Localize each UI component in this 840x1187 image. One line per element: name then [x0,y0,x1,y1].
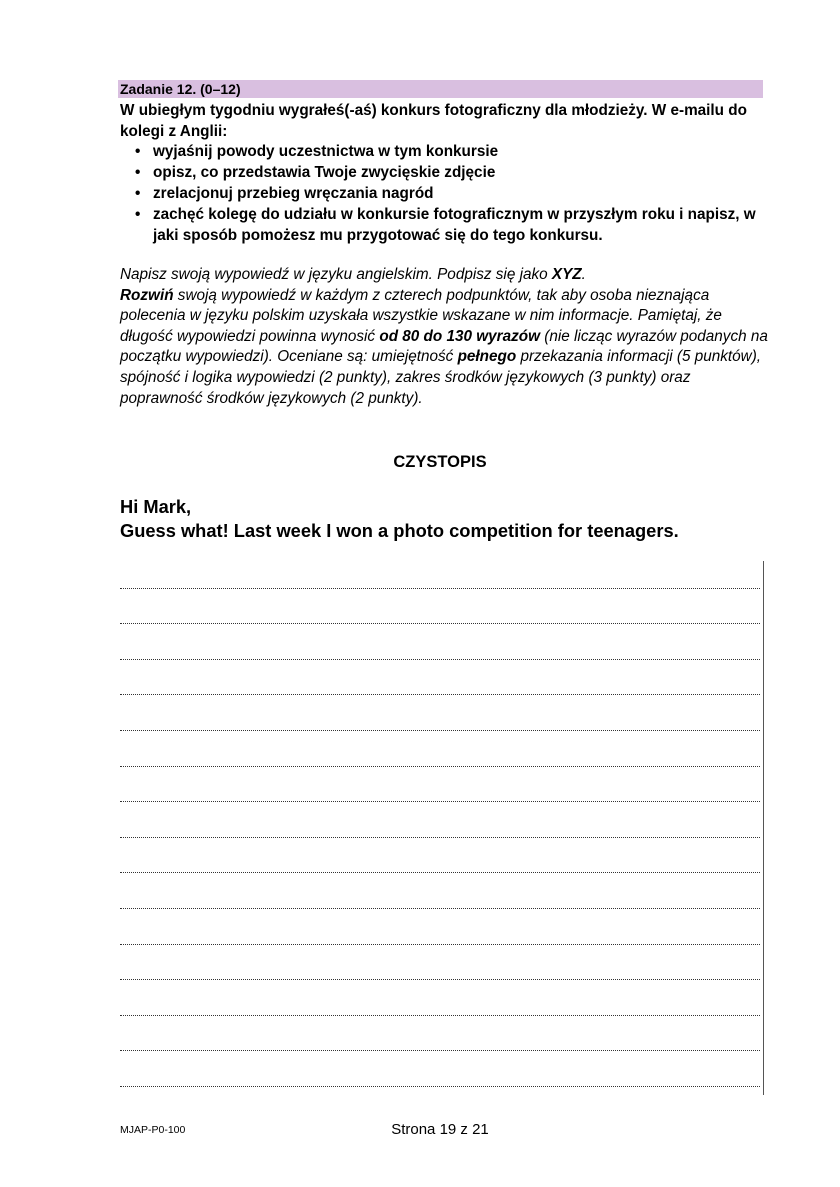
task-bullet [120,183,765,204]
dotted-rule [120,837,760,838]
signature-code: XYZ [551,266,582,283]
dotted-rule [120,979,760,980]
dotted-rule [120,872,760,873]
writing-line[interactable] [120,593,760,629]
task-instructions [120,265,770,409]
writing-line[interactable] [120,949,760,985]
bullet-icon: • [135,185,141,202]
writing-line[interactable] [120,913,760,949]
task-bullet [120,162,765,183]
task-bullet [120,204,765,246]
dotted-rule [120,1050,760,1051]
dotted-rule [120,1086,760,1087]
margin-rule [763,561,764,1095]
dotted-rule [120,694,760,695]
writing-line[interactable] [120,664,760,700]
word-limit: od 80 do 130 wyrazów [379,327,541,345]
writing-line[interactable] [120,735,760,771]
writing-line[interactable] [120,842,760,878]
dotted-rule [120,908,760,909]
email-greeting: Hi Mark, [120,496,192,517]
writing-line[interactable] [120,557,760,593]
task-bullet-text: wyjaśnij powody uczestnictwa w tym konkursie [153,143,499,160]
bullet-icon: • [135,206,141,223]
writing-line[interactable] [120,806,760,842]
dotted-rule [120,801,760,802]
task-bullet-text: opisz, co przedstawia Twoje zwycięskie zdjęcie [153,164,496,181]
bullet-icon: • [135,143,141,160]
writing-line[interactable] [120,1020,760,1056]
exam-code: MJAP-P0-100 [120,1124,186,1136]
email-opening-line: Guess what! Last week I won a photo competition for teenagers. [120,520,679,541]
task-bullet [120,141,765,162]
writing-line[interactable] [120,628,760,664]
dotted-rule [120,623,760,624]
writing-line[interactable] [120,984,760,1020]
writing-line[interactable] [120,771,760,807]
dotted-rule [120,1015,760,1016]
task-header: Zadanie 12. (0–12) [120,81,241,97]
dotted-rule [120,944,760,945]
writing-line[interactable] [120,1055,760,1091]
task-intro: W ubiegłym tygodniu wygrałeś(-aś) konkurs fotograficzny dla młodzieży. W e-mailu do kolegi z Anglii: [120,102,747,140]
instruction-line: Napisz swoją wypowiedź w języku angielskim. Podpisz się jako XYZ. [120,266,586,283]
answer-writing-area[interactable] [120,557,760,1091]
dotted-rule [120,730,760,731]
task-bullet-text: zachęć kolegę do udziału w konkursie fotograficznym w przyszłym roku i napisz, w jaki sposób pomożesz mu przygotować się do tego konkursu. [153,206,756,244]
dotted-rule [120,588,760,589]
page-number: Strona 19 z 21 [391,1121,489,1138]
bullet-icon: • [135,164,141,181]
task-bullet-list [120,141,765,246]
writing-line[interactable] [120,699,760,735]
task-bullet-text: zrelacjonuj przebieg wręczania nagród [153,185,434,202]
dotted-rule [120,659,760,660]
writing-line[interactable] [120,877,760,913]
dotted-rule [120,766,760,767]
section-title: CZYSTOPIS [393,453,487,471]
instruction-paragraph: Rozwiń swoją wypowiedź w każdym z czterech podpunktów, tak aby osoba nieznająca polecenia w języku polskim uzyskała wszystkie wskazane w nim informacje. Pamiętaj, że długość wypowiedzi powinna wynosić od 80 do 130 wyrazów (nie licząc wyrazów podanych na początku wypowiedzi). Oceniane są: umiejętność pełnego przekazania informacji (5 punktów), spójność i logika wypowiedzi (2 punkty), zakres środków językowych (3 punkty) oraz poprawność środków językowych (2 punkty). [120,286,768,407]
